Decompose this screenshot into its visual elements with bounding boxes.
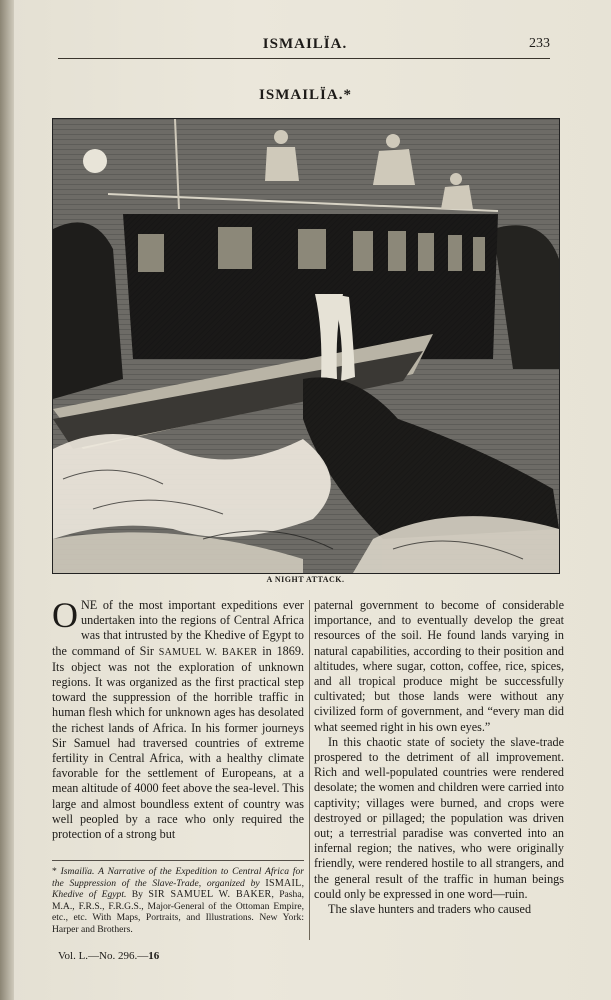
page-number: 233 [529, 36, 550, 51]
illustration-caption: A NIGHT ATTACK. [266, 575, 345, 584]
paragraph-2: In this chaotic state of society the slave-trade prospered to the detriment of all improvement. Rich and well-populated countries were rendered desolate; the women and children were carried into captivity; villages were burned, and crops were destroyed or pillaged; the population was driven out; a terrestrial paradise was converted into an infernal region; the natives, who were originally friendly, were rendered hostile to all strangers, and the general result of the traffic in human beings could only be expressed in one word—ruin. [314, 734, 564, 901]
paragraph-continued: paternal government to become of considerable importance, and to eventually develop the great resources of the soil. He found lands varying in natural capabilities, according to their position and altitudes, where sugar, cotton, coffee, rice, spices, and all tropical produce might be successfully cultivated; but those lands were without any civilized form of government, and “every man did what seemed right in his own eyes.” [314, 598, 564, 734]
signature-mark [58, 950, 159, 962]
drop-cap: O [52, 595, 78, 635]
night-attack-engraving [52, 118, 560, 574]
footnote-author: SIR SAMUEL W. BAKER [148, 889, 272, 901]
paragraph-1 [52, 595, 304, 842]
paragraph-3: The slave hunters and traders who caused [328, 902, 532, 917]
column-divider [309, 600, 310, 940]
footnote-details: , Pasha, M.A., F.R.S., F.R.G.S., Major-General of the Ottoman Empire, etc., etc. With Maps, Portraits, and Illustrations. New York: Harper and Brothers. [52, 889, 304, 935]
paragraph-1-text-a: NE of the most important expeditions ever undertaken into the regions of Central Africa was that intrusted by the Khedive of Egypt to the command of Sir [52, 598, 304, 658]
header-rule [58, 58, 550, 59]
article-title: ISMAILÏA.* [259, 87, 352, 103]
moon [83, 149, 107, 173]
signature-number: 16 [148, 950, 160, 962]
running-title: ISMAILÏA. [262, 36, 348, 52]
footnote-khedive: , Khedive of Egypt. [52, 877, 304, 901]
footnote-marker: * [52, 866, 61, 877]
footnote [52, 866, 304, 936]
volume-number: Vol. L.—No. 296.— [58, 950, 149, 962]
footnote-rule [52, 860, 304, 861]
paragraph-1-text-b: in 1869. Its object was not the exploration of unknown regions. It was organized as the first practical step toward the suppression of the horrible traffic in human flesh which for unknown ages has desolated the richest lands of Africa. In his former journeys Sir Samuel had traversed countries of extreme fertility in Central Africa, with a healthy climate favorable for the settlement of Europeans, at a mean altitude of 4000 feet above the sea-level. This large and almost boundless extent of country was well peopled by a race who only required the protection of a strong but [52, 643, 304, 842]
author-name: SAMUEL W. BAKER [158, 646, 258, 658]
column-right [314, 598, 564, 917]
footnote-by: By [126, 889, 149, 901]
column-left [52, 595, 304, 842]
footnote-title: Ismailïa. A Narrative of the Expedition to Central Africa for the Suppression of the Slave-Trade, organized by [52, 866, 304, 889]
footnote-ismail: ISMAIL [265, 877, 302, 889]
page-edge-shadow [0, 0, 14, 1000]
